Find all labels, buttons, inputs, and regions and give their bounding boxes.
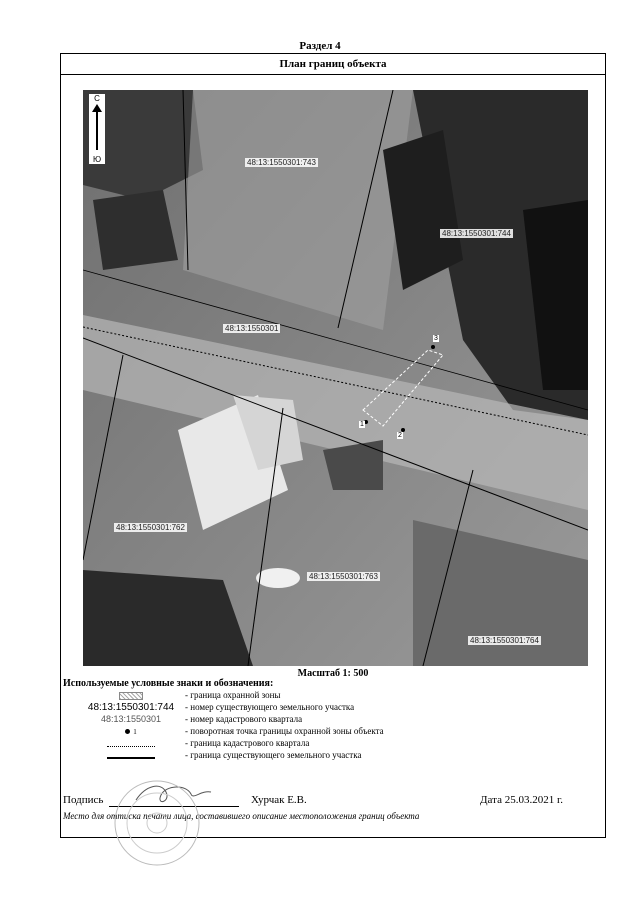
solid-line-icon	[107, 757, 155, 759]
compass-needle	[96, 106, 98, 150]
legend-text: - поворотная точка границы охранной зоны объекта	[185, 726, 384, 736]
parcel-label: 48:13:1550301:763	[309, 572, 378, 581]
legend-symbol-parcel: 48:13:1550301:744	[87, 702, 175, 713]
point-label: 3	[434, 335, 438, 342]
aerial-map[interactable]	[83, 90, 588, 666]
compass-north-label: С	[94, 94, 100, 103]
seal-stamp	[112, 778, 202, 868]
parcel-label: 48:13:1550301:762	[116, 523, 185, 532]
boundary-plan-frame	[60, 53, 606, 838]
parcel-label: 48:13:1550301:744	[442, 229, 511, 238]
point-label: 1	[360, 421, 364, 428]
legend-title: Используемые условные знаки и обозначения:	[63, 678, 274, 689]
legend-row-turning-point	[61, 726, 605, 738]
legend-text: - граница кадастрового квартала	[185, 738, 310, 748]
legend-row-protection-zone	[61, 690, 605, 702]
hatch-swatch-icon	[119, 692, 143, 700]
legend-text: - номер кадастрового квартала	[185, 714, 303, 724]
signature-date: Дата 25.03.2021 г.	[480, 794, 563, 806]
map-scale: Масштаб 1: 500	[297, 668, 369, 679]
legend-text: - граница существующего земельного участка	[185, 750, 362, 760]
legend-row-parcel-number	[61, 702, 605, 714]
point-dot-icon	[125, 729, 130, 734]
legend-row-quarter-number	[61, 714, 605, 726]
stamp-caption: Место для оттиска печати лица, составившего описание местоположения границ объекта	[63, 811, 420, 821]
point-label: 2	[398, 432, 402, 439]
dotted-line-icon	[107, 746, 155, 747]
legend-row-parcel-boundary	[61, 750, 605, 762]
signatory-name: Хурчак Е.В.	[251, 794, 307, 806]
quarter-label: 48:13:1550301	[225, 324, 279, 333]
legend-row-quarter-boundary	[61, 738, 605, 750]
compass-south-label: Ю	[92, 155, 102, 164]
legend-text: - номер существующего земельного участка	[185, 702, 355, 712]
section-title: Раздел 4	[299, 40, 341, 52]
legend-symbol-quarter: 48:13:1550301	[100, 714, 162, 724]
plan-title: План границ объекта	[61, 54, 605, 75]
parcel-label: 48:13:1550301:764	[470, 636, 539, 645]
legend-text: - граница охранной зоны	[185, 690, 281, 700]
signature-label: Подпись	[63, 794, 104, 806]
compass-rose	[89, 94, 105, 164]
legend-symbol-point: 1	[133, 728, 137, 736]
parcel-label: 48:13:1550301:743	[247, 158, 316, 167]
